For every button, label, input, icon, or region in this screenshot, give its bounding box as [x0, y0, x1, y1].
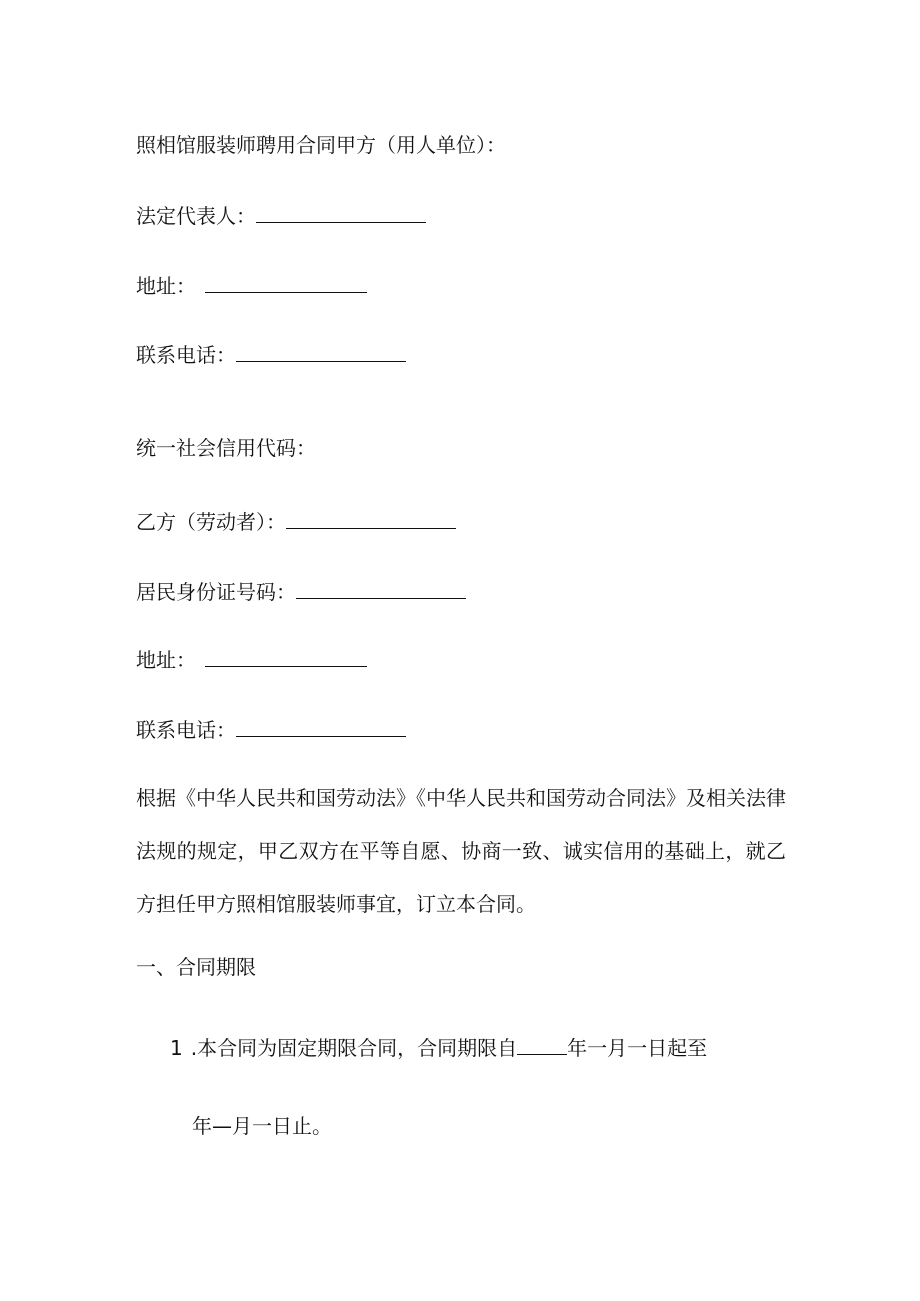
id-number-line	[136, 578, 466, 606]
party-b-address-line	[136, 646, 367, 674]
section-1-heading	[136, 953, 256, 981]
clause-1-continuation: 年—月一日止。	[192, 1114, 332, 1138]
party-b-blank[interactable]	[286, 508, 456, 529]
party-a-address-label: 地址：	[136, 274, 196, 298]
party-a-address-line	[136, 272, 367, 300]
clause-1-line	[170, 1034, 707, 1062]
party-a-phone-blank[interactable]	[236, 341, 406, 362]
party-a-phone-line	[136, 341, 406, 369]
contract-title-line	[136, 131, 506, 159]
party-b-address-blank[interactable]	[205, 646, 367, 667]
clause-1-text-start: .本合同为固定期限合同，合同期限自	[190, 1036, 518, 1060]
clause-1-number: 1	[170, 1036, 183, 1060]
clause-1-continuation-line	[192, 1112, 332, 1140]
party-b-label: 乙方（劳动者）：	[136, 510, 286, 534]
id-number-blank[interactable]	[296, 578, 466, 599]
clause-1-year-blank[interactable]	[517, 1034, 567, 1055]
credit-code-line	[136, 434, 316, 462]
party-b-phone-label: 联系电话：	[136, 718, 236, 742]
clause-1-text-end: 年一月一日起至	[567, 1036, 708, 1060]
legal-rep-label: 法定代表人：	[136, 204, 256, 228]
credit-code-label: 统一社会信用代码：	[136, 436, 316, 460]
legal-rep-line	[136, 202, 426, 230]
title-text: 照相馆服装师聘用合同甲方（用人单位）：	[136, 133, 506, 157]
party-b-line	[136, 508, 456, 536]
section-1-heading-text: 一、合同期限	[136, 955, 256, 979]
legal-rep-blank[interactable]	[256, 202, 426, 223]
party-b-phone-blank[interactable]	[236, 716, 406, 737]
party-b-address-label: 地址：	[136, 648, 196, 672]
party-a-address-blank[interactable]	[205, 272, 367, 293]
preamble-paragraph: 根据《中华人民共和国劳动法》《中华人民共和国劳动合同法》及相关法律法规的规定，甲乙双方在平等自愿、协商一致、诚实信用的基础上，就乙方担任甲方照相馆服装师事宜，订立本合同。	[136, 786, 786, 916]
id-number-label: 居民身份证号码：	[136, 580, 296, 604]
party-b-phone-line	[136, 716, 406, 744]
party-a-phone-label: 联系电话：	[136, 343, 236, 367]
